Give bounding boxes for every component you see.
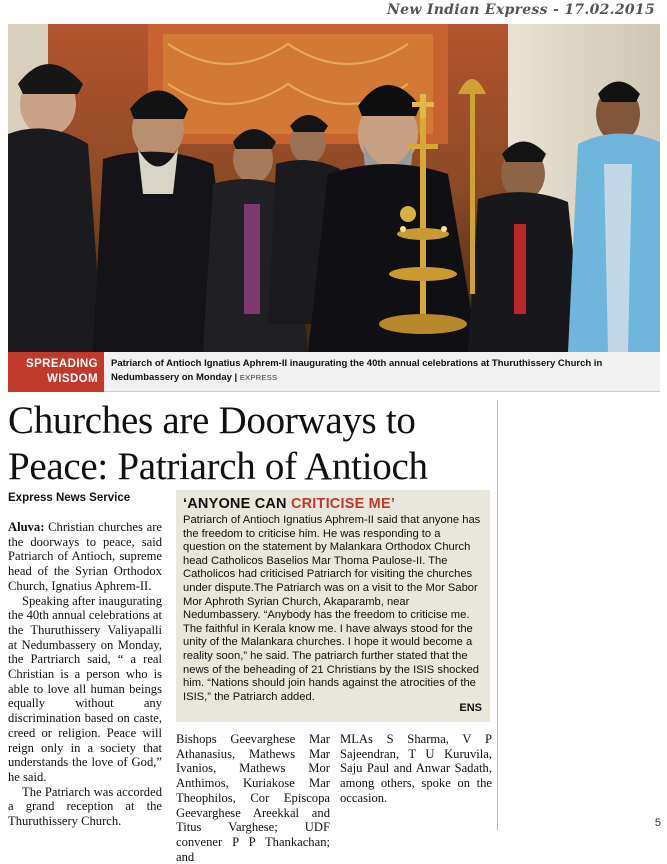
masthead-source-date: New Indian Express - 17.02.2015 — [387, 2, 655, 18]
sidebar-title-prefix: ‘ANYONE CAN — [183, 496, 291, 512]
byline: Express News Service — [8, 492, 131, 504]
sidebar-title — [183, 496, 483, 512]
article-column-3: MLAs S Sharma, V P Sajeendran, T U Kuruvila, Saju Paul and Anwar Sadath, among others, spoke on the occasion. — [340, 732, 492, 805]
sidebar-box — [176, 490, 490, 722]
column-divider — [497, 400, 498, 830]
caption-tag-line2: WISDOM — [47, 373, 98, 385]
page-number: 5 — [654, 817, 661, 829]
caption-text — [111, 357, 651, 385]
caption-credit: EXPRESS — [239, 373, 278, 382]
caption-tag-line1: SPREADING — [26, 358, 98, 370]
sidebar-title-highlight: CRITICISE ME’ — [290, 496, 396, 512]
article-paragraph-3: The Patriarch was accorded a grand reception at the Thuruthissery Church. — [8, 784, 162, 829]
article-paragraph-1 — [8, 520, 162, 594]
article-column-2: Bishops Geevarghese Mar Athanasius, Mathews Mar Ivanios, Mathews Mor Anthimos, Kuriakose Mar Theophilos, Cor Episcopa Geevarghese Areekkal and Titus Varghese; UDF convener P P Thankachan; and — [176, 732, 330, 864]
priests-lamp-photo — [8, 24, 660, 352]
article-p1-text: Christian churches are the doorways to peace, said Patriarch of Antioch, supreme head of the Syrian Orthodox Church, Ignatius Aphrem-II. — [8, 520, 162, 593]
headline: Churches are Doorways to Peace: Patriarch of Antioch — [8, 399, 428, 488]
caption-tag — [8, 352, 104, 392]
dateline: Aluva: — [8, 520, 45, 534]
photo-illustration — [8, 24, 660, 352]
photo-caption-bar — [8, 352, 660, 392]
article-paragraph-2: Speaking after inaugurating the 40th annual celebrations at the Thuruthissery Valiyapalli at Nedumbassery on Monday, the Partriarch said, “ a real Christian is a person who is able to love all human beings equally without any discrimination based on caste, creed or religion. Peace will reign only in a society that understands the love of God,” he said. — [8, 593, 162, 784]
sidebar-body: Patriarch of Antioch Ignatius Aphrem-II said that anyone has the freedom to criticise him. He was responding to a question on the statement by Malankara Orthodox Church head Catholicos Baselios Mar Thoma Paulose-II. The Catholicos had criticised Patriarch for visiting the churches under dispute.The Patriarch was on a visit to the Mor Sabor Mor Aphroth Syrian Church, Akaparamb, near Nedumbassery. “Anybody has the freedom to criticise me. The faithful in Kerala know me. I have always stood for the unity of the Malankara churches. I hope it would become a reality soon,” he said. The patriarch further stated that the news of the beheading of 21 Christians by the ISIS shocked him. “Nations should join hands against the atrocities of the ISIS,” the Patriarch added. — [183, 514, 481, 703]
article-column-1 — [8, 520, 162, 829]
sidebar-signature: ENS — [459, 702, 482, 714]
caption-body: Patriarch of Antioch Ignatius Aphrem-II inaugurating the 40th annual celebrations at Thuruthissery Church in Nedumbassery on Monday | — [111, 358, 603, 383]
